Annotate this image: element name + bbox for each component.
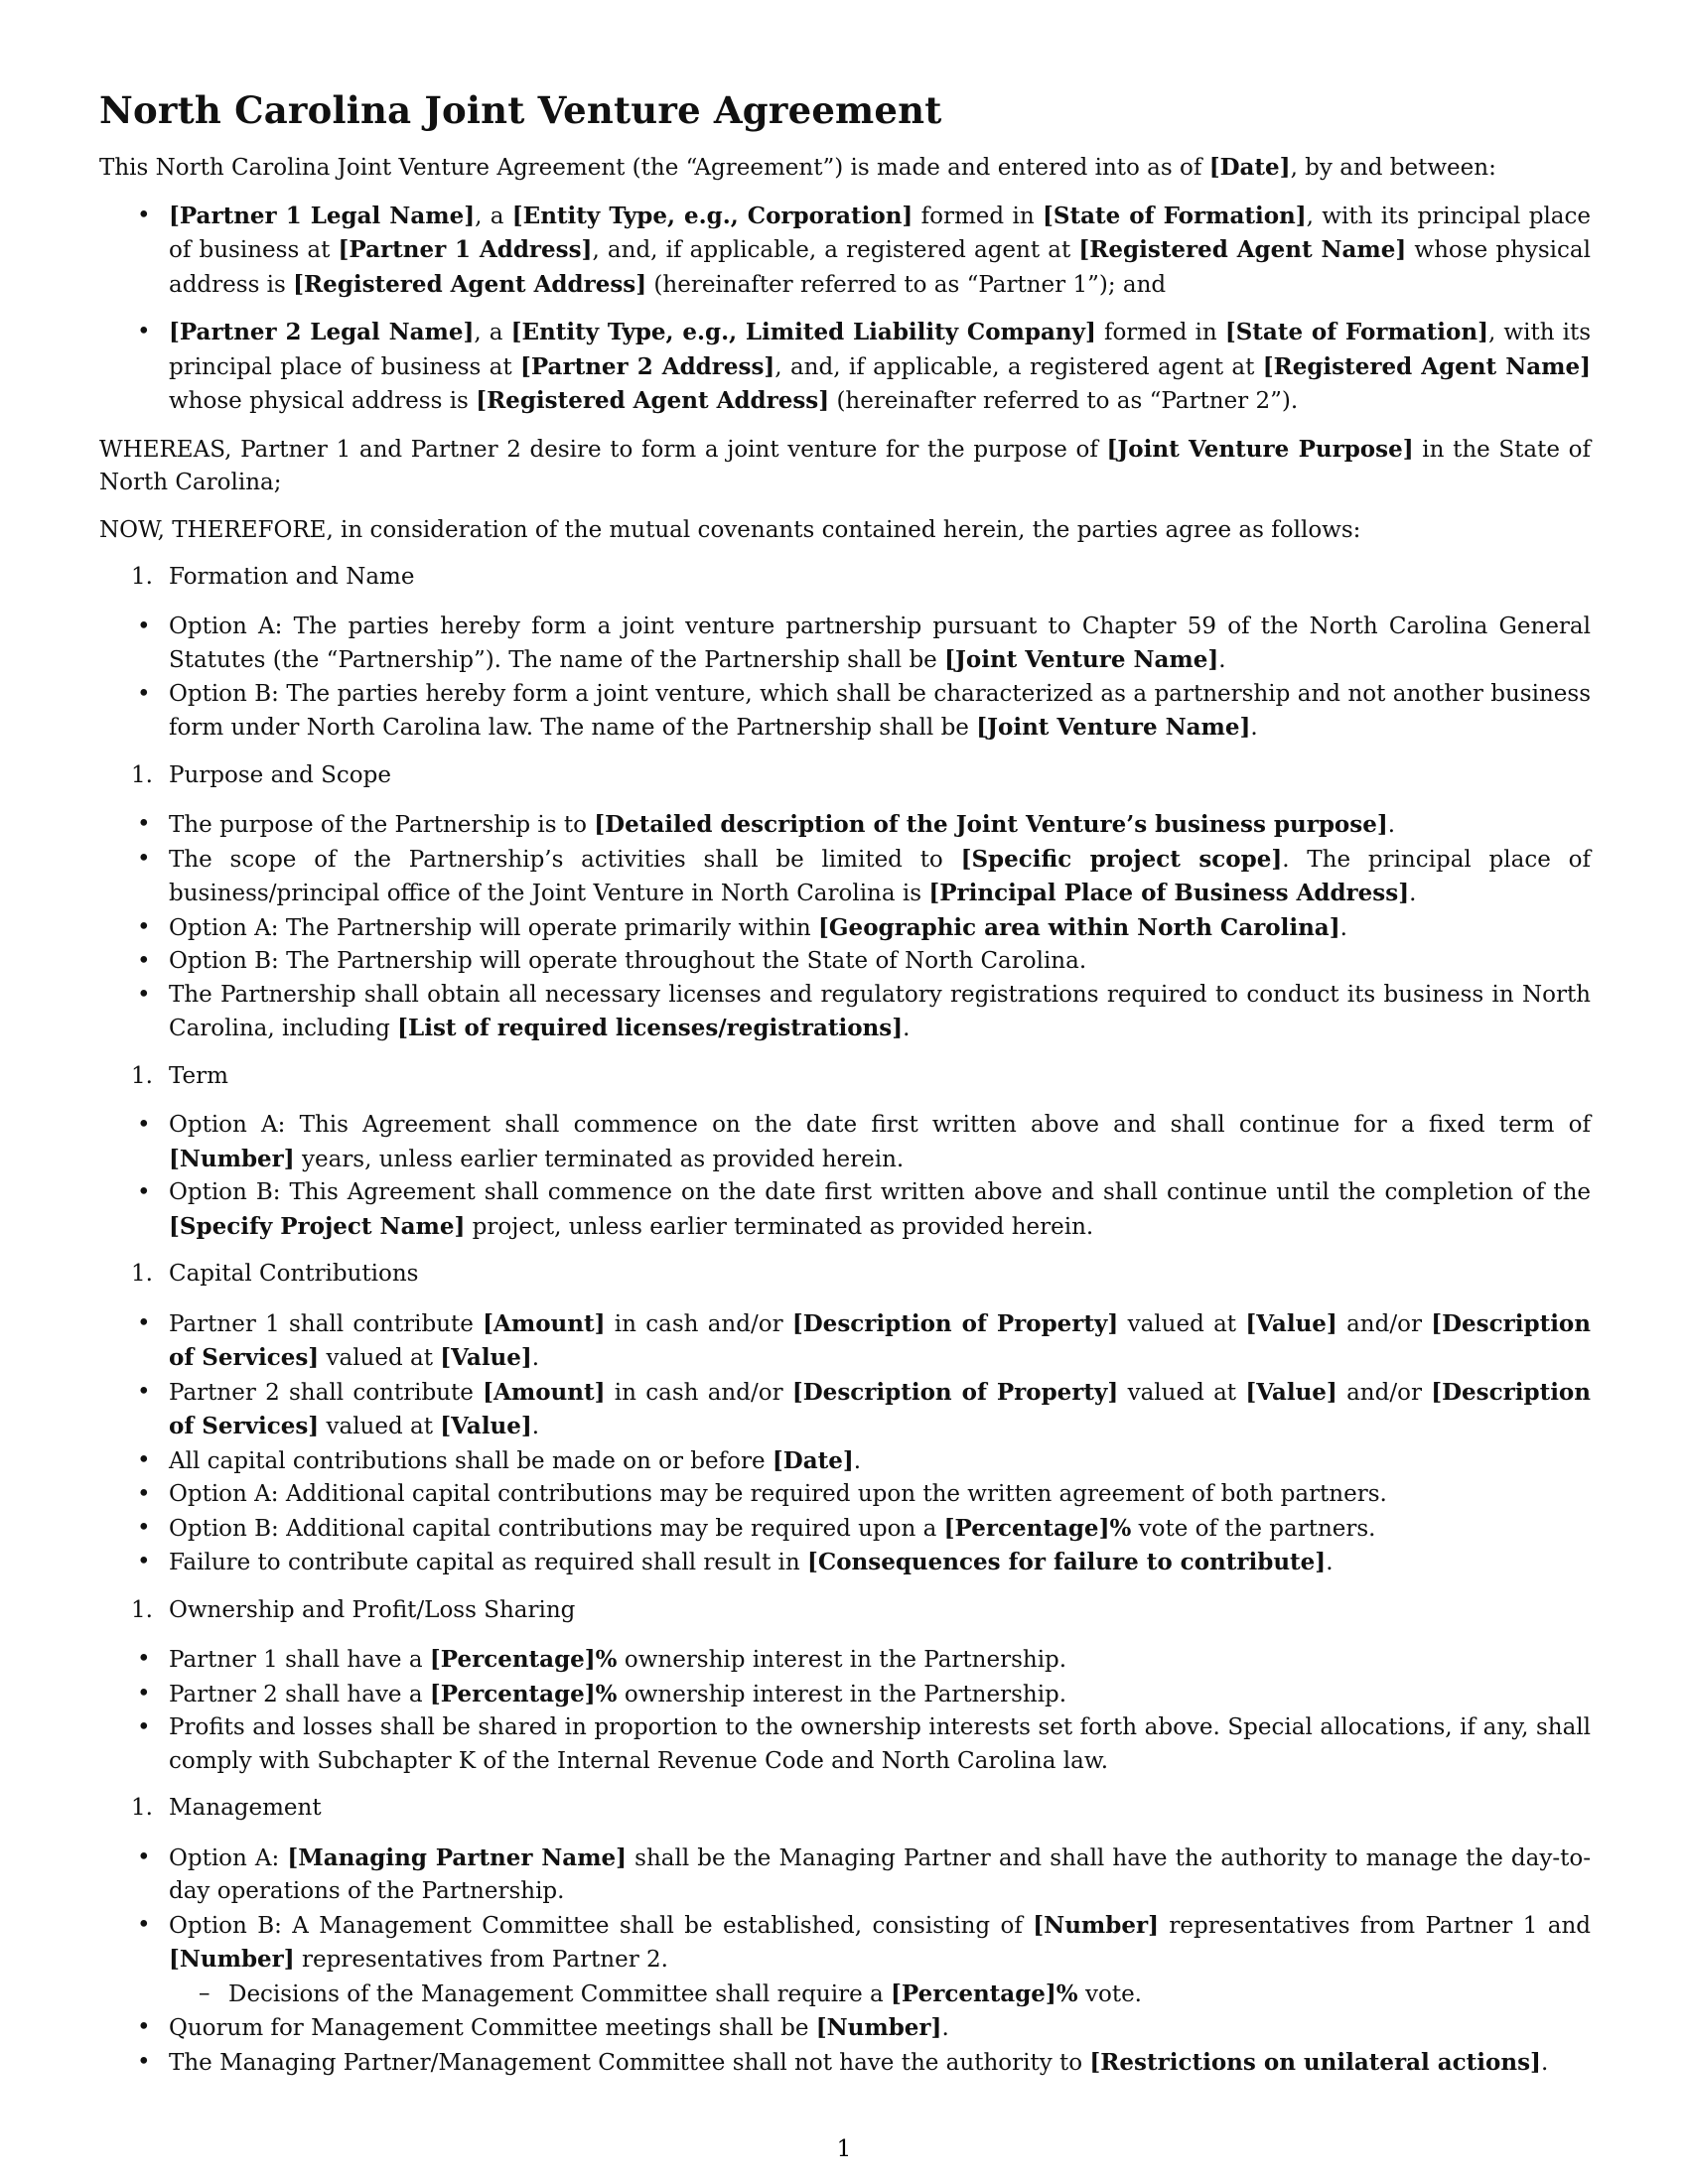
placeholder-field: [Registered Agent Name]: [1078, 236, 1407, 263]
text-run: , with its principal place of business at: [169, 320, 1592, 380]
text-run: (hereinafter referred to as “Partner 1”); and: [646, 271, 1167, 298]
placeholder-field: [Registered Agent Address]: [476, 387, 830, 414]
text-run: valued at: [1118, 1310, 1246, 1337]
party-1-item: [99, 200, 1591, 303]
section-list: [99, 1109, 1591, 1244]
text-run: Option A: Additional capital contributions may be required upon the written agreement of both partners.: [169, 1481, 1387, 1507]
section-heading: [99, 1258, 1591, 1292]
text-run: Option B: This Agreement shall commence on the date first written above and shall continue until the completion of the: [169, 1179, 1591, 1205]
text-run: The Managing Partner/Management Committee shall not have the authority to: [169, 2049, 1090, 2076]
placeholder-field: [Joint Venture Purpose]: [1106, 435, 1414, 463]
placeholder-field: [Joint Venture Name]: [944, 646, 1219, 673]
list-item: [99, 808, 1591, 843]
section-heading-text: Management: [169, 1795, 322, 1821]
text-run: The Partnership shall obtain all necessary licenses and regulatory registrations required to conduct its business in North Carolina, including: [169, 981, 1591, 1041]
placeholder-field: [Percentage]%: [429, 1646, 618, 1673]
text-run: WHEREAS, Partner 1 and Partner 2 desire to form a joint venture for the purpose of: [99, 436, 1107, 463]
text-run: NOW, THEREFORE, in consideration of the mutual covenants contained herein, the parties agree as follows:: [99, 516, 1361, 543]
text-run: representatives from Partner 1 and: [1158, 1912, 1591, 1939]
placeholder-field: [Value]: [1245, 1309, 1337, 1337]
list-item: [99, 1512, 1591, 1547]
placeholder-field: [Partner 2 Legal Name]: [169, 319, 475, 345]
text-run: Quorum for Management Committee meetings shall be: [169, 2015, 816, 2041]
text-run: .: [1387, 812, 1396, 838]
text-run: Decisions of the Management Committee shall require a: [228, 1980, 892, 2007]
section-heading: [99, 1792, 1591, 1826]
text-run: , and, if applicable, a registered agent at: [774, 353, 1263, 380]
text-run: All capital contributions shall be made on or before: [169, 1447, 773, 1474]
document-page: [99, 87, 1591, 2094]
section-heading-text: Purpose and Scope: [169, 761, 391, 788]
text-run: ownership interest in the Partnership.: [617, 1681, 1067, 1707]
text-run: .: [853, 1447, 862, 1474]
page-number: 1: [836, 2136, 852, 2162]
section-list: [99, 1842, 1591, 2081]
text-run: .: [531, 1345, 540, 1371]
placeholder-field: [Joint Venture Name]: [976, 714, 1251, 741]
text-run: .: [1540, 2049, 1549, 2076]
text-run: in the State of North Carolina;: [99, 436, 1591, 495]
placeholder-field: [Description of Services]: [169, 1378, 1591, 1439]
text-run: , a: [474, 320, 511, 345]
list-item: [99, 911, 1591, 946]
placeholder-field: [Percentage]%: [943, 1514, 1132, 1542]
placeholder-field: [Partner 1 Address]: [338, 236, 593, 263]
text-run: Option B: The Partnership will operate throughout the State of North Carolina.: [169, 948, 1087, 974]
placeholder-field: [State of Formation]: [1224, 319, 1488, 345]
list-item: [99, 1643, 1591, 1678]
section-number: 1.: [131, 761, 153, 788]
section-number: 1.: [131, 1261, 153, 1287]
text-run: years, unless earlier terminated as provided herein.: [294, 1146, 905, 1172]
list-item: [99, 843, 1591, 911]
text-run: whose physical address is: [169, 388, 477, 414]
text-run: .: [941, 2015, 949, 2041]
list-item: [99, 2046, 1591, 2081]
text-run: Partner 2 shall contribute: [169, 1379, 484, 1406]
text-run: Option A: The parties hereby form a joint venture partnership pursuant to Chapter 59 of the North Carolina General Statutes (the “Partnership”). The name of the Partnership shall be: [169, 613, 1591, 673]
document-title: North Carolina Joint Venture Agreement: [99, 88, 942, 132]
intro-paragraph: [99, 151, 1591, 186]
section-list: [99, 611, 1591, 746]
list-item: [99, 1711, 1591, 1778]
text-run: formed in: [913, 203, 1043, 229]
list-item: [99, 1546, 1591, 1580]
now-therefore-clause: [99, 514, 1591, 548]
section-heading-text: Capital Contributions: [169, 1261, 419, 1287]
text-run: Partner 2 shall have a: [169, 1681, 430, 1707]
text-run: valued at: [319, 1345, 441, 1371]
placeholder-field: [List of required licenses/registrations]: [397, 1015, 904, 1041]
text-run: The scope of the Partnership’s activities shall be limited to: [169, 846, 961, 873]
section-heading: [99, 561, 1591, 595]
list-item: [99, 678, 1591, 746]
text-run: , and, if applicable, a registered agent at: [592, 237, 1079, 263]
placeholder-field: [State of Formation]: [1043, 202, 1307, 229]
sub-list-item: [99, 1978, 1591, 2012]
placeholder-field: [Entity Type, e.g., Limited Liability Company]: [510, 319, 1096, 345]
list-item: [99, 1909, 1591, 1978]
placeholder-field: [Registered Agent Name]: [1262, 352, 1591, 380]
list-item: [99, 1444, 1591, 1479]
placeholder-field: [Value]: [440, 1413, 532, 1439]
text-run: .: [1250, 715, 1258, 741]
placeholder-field: [Number]: [1033, 1911, 1159, 1939]
text-run: and/or: [1336, 1379, 1432, 1406]
party-2-item: [99, 316, 1591, 419]
text-run: Option A: The Partnership will operate primarily within: [169, 914, 819, 941]
placeholder-field: [Specify Project Name]: [169, 1212, 466, 1240]
text-run: valued at: [1118, 1379, 1246, 1406]
text-run: whose physical address is: [169, 237, 1591, 298]
placeholder-field: [Number]: [169, 1145, 295, 1172]
placeholder-field: [Number]: [169, 1946, 295, 1973]
list-item: [99, 945, 1591, 979]
list-item: [99, 1842, 1591, 1909]
list-item: [99, 979, 1591, 1046]
text-run: Partner 1 shall contribute: [169, 1310, 484, 1337]
section-heading-text: Ownership and Profit/Loss Sharing: [169, 1596, 576, 1623]
section-list: [99, 808, 1591, 1046]
text-run: Option B: A Management Committee shall be established, consisting of: [169, 1912, 1034, 1939]
list-item: [99, 1376, 1591, 1444]
text-run: , with its principal place of business at: [169, 203, 1592, 263]
placeholder-field: [Partner 2 Address]: [519, 352, 775, 380]
text-run: Option B: The parties hereby form a joint venture, which shall be characterized as a partnership and not another business form under North Carolina law. The name of the Partnership shall be: [169, 680, 1591, 741]
text-run: vote.: [1077, 1980, 1142, 2007]
list-item: [99, 2011, 1591, 2046]
text-run: in cash and/or: [605, 1379, 792, 1406]
text-run: .: [1409, 881, 1417, 906]
text-run: Option A: This Agreement shall commence on the date first written above and shall continue for a fixed term of: [169, 1112, 1591, 1138]
text-run: This North Carolina Joint Venture Agreement (the “Agreement”) is made and entered into as of: [99, 155, 1209, 181]
placeholder-field: [Partner 1 Legal Name]: [169, 202, 476, 229]
text-run: representatives from Partner 2.: [294, 1947, 668, 1973]
text-run: Partner 1 shall have a: [169, 1647, 430, 1673]
text-run: vote of the partners.: [1131, 1515, 1376, 1542]
section-heading: [99, 759, 1591, 793]
placeholder-field: [Specific project scope]: [960, 845, 1283, 873]
text-run: ownership interest in the Partnership.: [617, 1647, 1067, 1673]
list-item: [99, 1307, 1591, 1376]
placeholder-field: [Restrictions on unilateral actions]: [1089, 2048, 1541, 2076]
text-run: in cash and/or: [605, 1310, 792, 1337]
placeholder-field: [Date]: [1208, 154, 1291, 181]
text-run: shall be the Managing Partner and shall have the authority to manage the day-to-day operations of the Partnership.: [169, 1844, 1591, 1904]
text-run: .: [1339, 914, 1347, 941]
section-number: 1.: [131, 1795, 153, 1821]
placeholder-field: [Percentage]%: [429, 1680, 618, 1707]
section-number: 1.: [131, 1062, 153, 1089]
text-run: , by and between:: [1290, 155, 1496, 181]
text-run: valued at: [319, 1414, 441, 1439]
section-heading: [99, 1594, 1591, 1628]
text-run: Failure to contribute capital as required shall result in: [169, 1550, 808, 1575]
section-number: 1.: [131, 1596, 153, 1623]
placeholder-field: [Value]: [440, 1344, 532, 1371]
text-run: Option A:: [169, 1844, 288, 1871]
text-run: , a: [475, 203, 512, 229]
text-run: and/or: [1336, 1310, 1432, 1337]
section-heading-text: Term: [169, 1062, 228, 1089]
placeholder-field: [Principal Place of Business Address]: [928, 880, 1410, 906]
list-item: [99, 1109, 1591, 1176]
text-run: formed in: [1095, 320, 1225, 345]
list-item: [99, 1176, 1591, 1244]
parties-list: [99, 200, 1591, 419]
placeholder-field: [Geographic area within North Carolina]: [818, 913, 1340, 941]
placeholder-field: [Detailed description of the Joint Venture’s business purpose]: [594, 811, 1388, 838]
placeholder-field: [Date]: [772, 1446, 854, 1474]
section-heading: [99, 1060, 1591, 1094]
placeholder-field: [Value]: [1245, 1378, 1337, 1406]
list-item: [99, 611, 1591, 678]
section-list: [99, 1643, 1591, 1778]
section-list: [99, 1307, 1591, 1580]
list-item: [99, 1478, 1591, 1512]
list-item: [99, 1678, 1591, 1712]
section-heading-text: Formation and Name: [169, 564, 415, 590]
text-run: The purpose of the Partnership is to: [169, 812, 595, 838]
placeholder-field: [Registered Agent Address]: [293, 270, 647, 298]
placeholder-field: [Entity Type, e.g., Corporation]: [511, 202, 914, 229]
text-run: Option B: Additional capital contributions may be required upon a: [169, 1515, 944, 1542]
placeholder-field: [Description of Services]: [169, 1309, 1591, 1371]
placeholder-field: [Amount]: [483, 1378, 606, 1406]
text-run: .: [1218, 647, 1226, 673]
placeholder-field: [Consequences for failure to contribute]: [807, 1549, 1327, 1575]
text-run: .: [903, 1016, 911, 1041]
text-run: Profits and losses shall be shared in proportion to the ownership interests set forth above. Special allocations, if any, shall comply with Subchapter K of the Internal Revenue Code and North Carolina law.: [169, 1714, 1591, 1774]
placeholder-field: [Number]: [815, 2014, 942, 2041]
text-run: .: [531, 1414, 540, 1439]
text-run: project, unless earlier terminated as provided herein.: [465, 1213, 1094, 1240]
whereas-clause: [99, 433, 1591, 500]
text-run: (hereinafter referred to as “Partner 2”).: [829, 388, 1299, 414]
placeholder-field: [Description of Property]: [791, 1309, 1119, 1337]
text-run: . The principal place of business/principal office of the Joint Venture in North Carolina is: [169, 846, 1591, 906]
sections-container: [99, 561, 1591, 2080]
placeholder-field: [Description of Property]: [791, 1378, 1119, 1406]
placeholder-field: [Percentage]%: [891, 1979, 1078, 2007]
placeholder-field: [Managing Partner Name]: [287, 1843, 628, 1871]
section-number: 1.: [131, 564, 153, 590]
placeholder-field: [Amount]: [483, 1309, 606, 1337]
text-run: .: [1326, 1550, 1334, 1575]
